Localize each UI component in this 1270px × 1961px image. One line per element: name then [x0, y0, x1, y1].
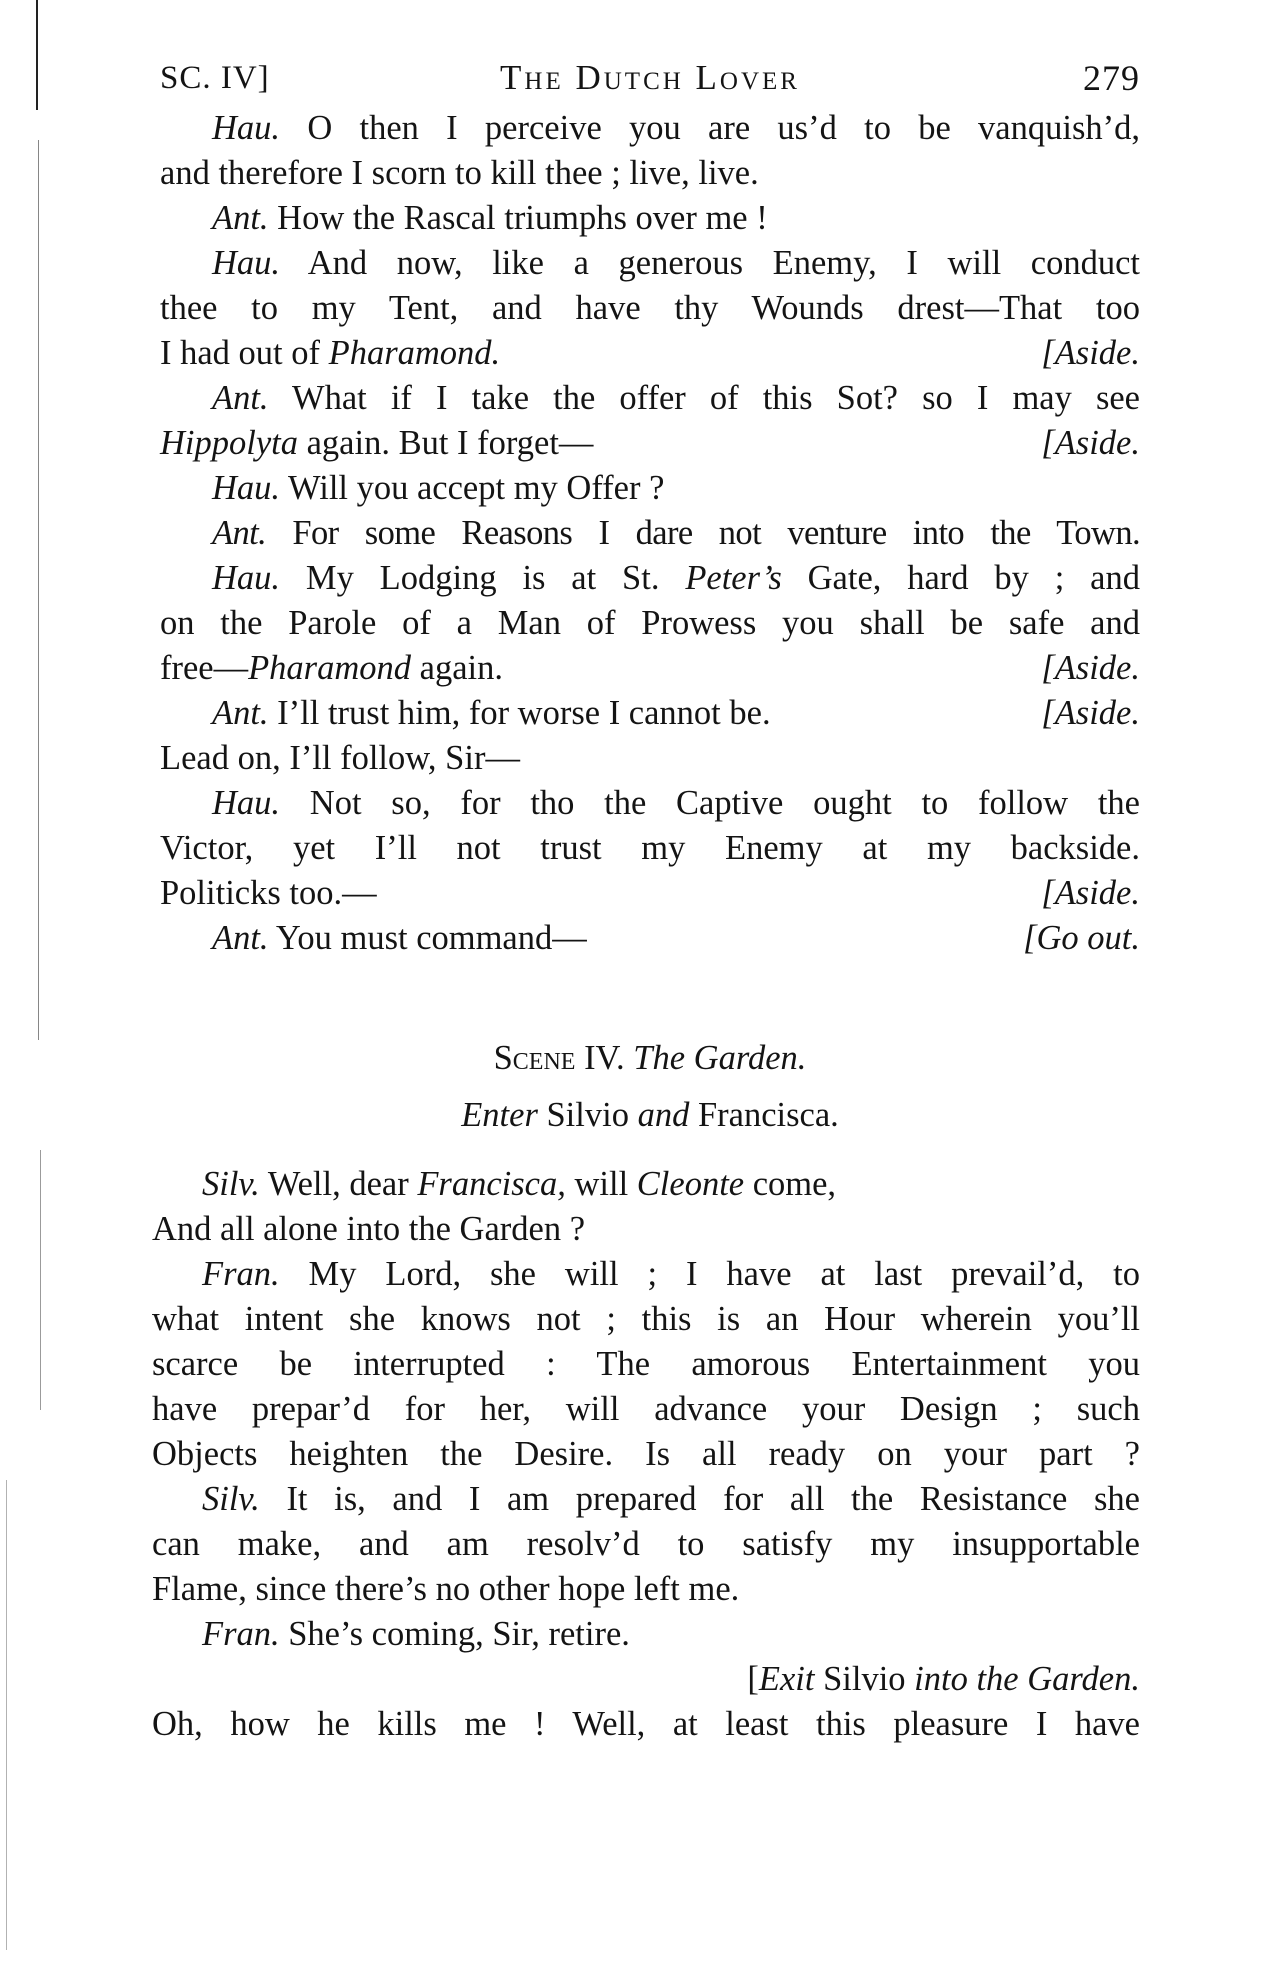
text-line: Ant. For some Reasons I dare not venture into the Town.	[212, 514, 1140, 552]
text-line: Ant. I’ll trust him, for worse I cannot be. [Aside.	[212, 691, 1140, 735]
text-line: Hippolyta again. But I forget— [Aside.	[160, 421, 1140, 465]
margin-rule	[6, 1480, 7, 1950]
text-line: free—Pharamond again. [Aside.	[160, 646, 1140, 690]
scene-heading	[160, 1036, 1140, 1080]
exit-direction: [Exit Silvio into the Garden.	[747, 1660, 1140, 1698]
text-line: Objects heighten the Desire. Is all ready on your part ?	[152, 1435, 1140, 1473]
section-label: SC. IV]	[160, 60, 270, 96]
speaker: Hau.	[212, 784, 281, 822]
speaker: Fran.	[202, 1255, 280, 1293]
speaker: Ant.	[212, 694, 269, 732]
scene-place: The Garden.	[633, 1039, 807, 1077]
text-line: Flame, since there’s no other hope left me.	[152, 1570, 740, 1608]
text-line: Silv. Well, dear Francisca, will Cleonte come,	[202, 1165, 837, 1203]
text-line: have prepar’d for her, will advance your Design ; such	[152, 1390, 1140, 1428]
entrance-direction: Enter Silvio and Francisca.	[461, 1096, 839, 1134]
text-line: what intent she knows not ; this is an Hour wherein you’ll	[152, 1300, 1140, 1338]
text-line: Hau. And now, like a generous Enemy, I will conduct	[212, 244, 1140, 282]
text-line: And all alone into the Garden ?	[152, 1210, 586, 1248]
text-line: and therefore I scorn to kill thee ; live, live.	[160, 154, 759, 192]
speaker: Hau.	[212, 109, 281, 147]
text-line: Ant. You must command— [Go out.	[212, 916, 1140, 960]
stage-direction: [Go out.	[1023, 919, 1140, 957]
text-line: Fran. My Lord, she will ; I have at last prevail’d, to	[202, 1255, 1140, 1293]
stage-direction: [Aside.	[1041, 694, 1140, 732]
margin-rule	[36, 0, 38, 110]
text-line: Fran. She’s coming, Sir, retire.	[202, 1615, 630, 1653]
text-line: Lead on, I’ll follow, Sir—	[160, 739, 520, 777]
running-header	[160, 55, 1140, 101]
text-line: thee to my Tent, and have thy Wounds drest—That too	[160, 289, 1140, 327]
speaker: Hau.	[212, 469, 281, 507]
margin-rule	[38, 140, 39, 1040]
text-line: Hau. Not so, for tho the Captive ought to follow the	[212, 784, 1140, 822]
text-line: Oh, how he kills me ! Well, at least this pleasure I have	[152, 1705, 1140, 1743]
text-line: Silv. It is, and I am prepared for all the Resistance she	[202, 1480, 1140, 1518]
margin-rule	[40, 1150, 41, 1410]
speaker: Hau.	[212, 244, 281, 282]
text-line: Victor, yet I’ll not trust my Enemy at my backside.	[160, 829, 1140, 867]
book-title: The Dutch Lover	[500, 58, 800, 97]
text-line: on the Parole of a Man of Prowess you shall be safe and	[160, 604, 1140, 642]
speaker: Ant.	[212, 919, 269, 957]
text-line: Hau. My Lodging is at St. Peter’s Gate, hard by ; and	[212, 559, 1140, 597]
speaker: Fran.	[202, 1615, 280, 1653]
text-line: scarce be interrupted : The amorous Entertainment you	[152, 1345, 1140, 1383]
stage-direction: [Aside.	[1041, 649, 1140, 687]
text-line: I had out of Pharamond. [Aside.	[160, 331, 1140, 375]
text-line: Hau. Will you accept my Offer ?	[212, 469, 665, 507]
speaker: Silv.	[202, 1480, 260, 1518]
speaker: Silv.	[202, 1165, 260, 1203]
speaker: Ant.	[212, 514, 267, 552]
stage-direction: [Aside.	[1041, 874, 1140, 912]
text-line: Hau. O then I perceive you are us’d to be vanquish’d,	[212, 109, 1140, 147]
scene-number: Scene IV.	[493, 1039, 625, 1077]
stage-direction: [Aside.	[1041, 424, 1140, 462]
text-line: can make, and am resolv’d to satisfy my insupportable	[152, 1525, 1140, 1563]
text-line: Ant. What if I take the offer of this Sot? so I may see	[212, 379, 1140, 417]
text-line: Ant. How the Rascal triumphs over me !	[212, 199, 768, 237]
text-line: Politicks too.— [Aside.	[160, 871, 1140, 915]
speaker: Ant.	[212, 199, 269, 237]
speaker: Ant.	[212, 379, 269, 417]
stage-direction: [Aside.	[1041, 334, 1140, 372]
page-number: 279	[1083, 58, 1140, 98]
speaker: Hau.	[212, 559, 281, 597]
